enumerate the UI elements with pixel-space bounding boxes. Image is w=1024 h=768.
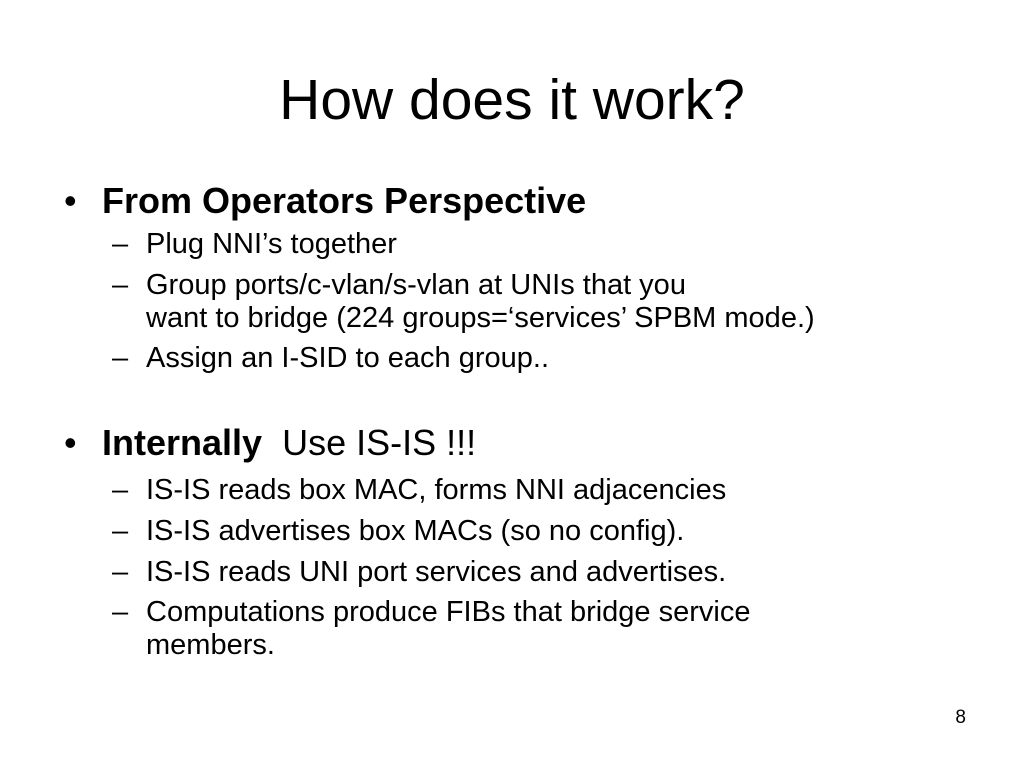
sub-bullet-text: IS-IS reads box MAC, forms NNI adjacencies bbox=[146, 474, 727, 506]
bullet-dot: • bbox=[64, 180, 77, 221]
bullet-dot: • bbox=[64, 422, 77, 463]
bullet-dash: – bbox=[112, 556, 129, 588]
slide-title: How does it work? bbox=[279, 68, 745, 132]
sub-bullet-text: IS-IS reads UNI port services and advertises. bbox=[146, 556, 727, 588]
bullet-dash: – bbox=[112, 474, 129, 506]
section-heading: From Operators Perspective bbox=[102, 180, 587, 221]
sub-bullet-text: IS-IS advertises box MACs (so no config). bbox=[146, 515, 685, 547]
sub-bullet-text: Group ports/c-vlan/s-vlan at UNIs that you want to bridge (224 groups=‘services’ SPBM mode.) bbox=[146, 269, 815, 334]
page-number: 8 bbox=[955, 707, 966, 728]
bullet-dash: – bbox=[112, 228, 129, 260]
bullet-dash: – bbox=[112, 342, 129, 374]
sub-bullet-text: Computations produce FIBs that bridge service members. bbox=[146, 596, 751, 661]
sub-bullet-text: Plug NNI’s together bbox=[146, 228, 397, 260]
section-heading: Internally bbox=[102, 422, 263, 463]
bullet-dash: – bbox=[112, 596, 129, 628]
bullet-dash: – bbox=[112, 269, 129, 301]
section-heading-detail: Use IS-IS !!! bbox=[282, 422, 477, 463]
bullet-dash: – bbox=[112, 515, 129, 547]
sub-bullet-text: Assign an I-SID to each group.. bbox=[146, 342, 549, 374]
